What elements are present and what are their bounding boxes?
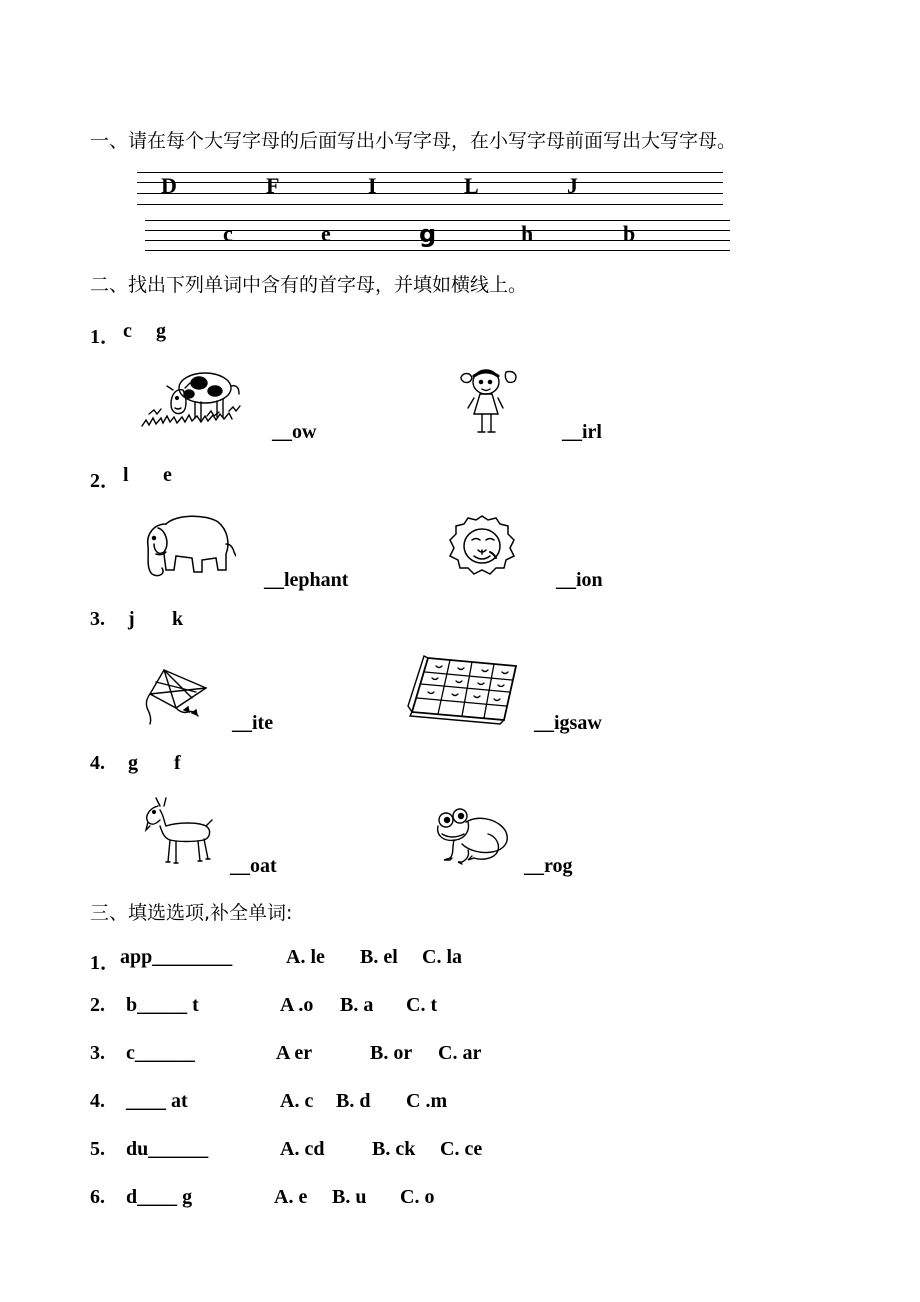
question-word: du______ <box>126 1138 209 1160</box>
question-number: 4. <box>90 1090 105 1112</box>
word-blank: __ite <box>232 712 274 734</box>
question-word: ____ at <box>126 1090 188 1112</box>
word-blank: __ow <box>272 421 317 443</box>
option-c: C. la <box>422 946 462 968</box>
lowercase-letter: h <box>521 221 534 246</box>
question-word: c______ <box>126 1042 195 1064</box>
group-1-header <box>90 320 166 349</box>
word-blank: __rog <box>524 855 573 877</box>
option-b: B. ck <box>372 1138 416 1160</box>
option-a: A. e <box>274 1186 308 1208</box>
section3-title: 三、填选选项,补全单词: <box>90 902 293 924</box>
cow-picture <box>137 366 247 434</box>
group-letter: k <box>172 608 184 630</box>
group-letter: j <box>128 608 135 630</box>
option-c: C .m <box>406 1090 448 1112</box>
group-number: 2． <box>90 470 120 492</box>
uppercase-letter: D <box>161 173 177 198</box>
word-blank: __igsaw <box>534 712 602 734</box>
word-blank: __oat <box>230 855 277 877</box>
option-a: A er <box>276 1042 313 1064</box>
group-letter: l <box>123 464 129 486</box>
option-b: B. a <box>340 994 374 1016</box>
option-a: A. le <box>286 946 325 968</box>
group-letter: c <box>123 320 132 342</box>
option-c: C. ar <box>438 1042 482 1064</box>
option-a: A .o <box>280 994 314 1016</box>
group-number: 4. <box>90 752 105 774</box>
question-number: 1． <box>90 952 120 974</box>
question-number: 5. <box>90 1138 105 1160</box>
lowercase-staff <box>145 220 730 252</box>
question-word: d____ g <box>126 1186 193 1208</box>
uppercase-letter: L <box>464 173 479 198</box>
goat-picture <box>138 796 218 868</box>
group-letter: f <box>174 752 181 774</box>
word-blank: __irl <box>562 421 602 443</box>
group-number: 1． <box>90 326 120 348</box>
section1-title: 一、请在每个大写字母的后面写出小写字母，在小写字母前面写出大写字母。 <box>90 130 737 152</box>
lowercase-letter: b <box>623 221 636 246</box>
word-blank: __lephant <box>264 569 349 591</box>
question-word: app________ <box>120 946 233 968</box>
question-word: b_____ t <box>126 994 199 1016</box>
group-4-header <box>90 752 181 775</box>
option-c: C. ce <box>440 1138 483 1160</box>
elephant-picture <box>136 510 236 580</box>
kite-picture <box>136 664 210 726</box>
frog-picture <box>432 806 512 866</box>
option-a: A. c <box>280 1090 314 1112</box>
question-number: 2. <box>90 994 105 1016</box>
option-a: A. cd <box>280 1138 325 1160</box>
word-blank: __ion <box>556 569 603 591</box>
lowercase-letter: c <box>223 221 233 246</box>
group-3-header <box>90 608 184 631</box>
question-number: 3. <box>90 1042 105 1064</box>
option-c: C. t <box>406 994 438 1016</box>
option-b: B. el <box>360 946 398 968</box>
option-b: B. or <box>370 1042 413 1064</box>
option-c: C. o <box>400 1186 435 1208</box>
option-b: B. u <box>332 1186 367 1208</box>
uppercase-letter: J <box>567 173 578 198</box>
group-letter: g <box>128 752 138 774</box>
group-letter: g <box>156 320 166 342</box>
group-number: 3. <box>90 608 105 630</box>
option-b: B. d <box>336 1090 371 1112</box>
group-letter: e <box>163 464 172 486</box>
lowercase-letter: e <box>321 221 331 246</box>
uppercase-letter: F <box>266 173 280 198</box>
section2-title: 二、找出下列单词中含有的首字母，并填如横线上。 <box>90 274 528 296</box>
question-number: 6. <box>90 1186 105 1208</box>
uppercase-letter: I <box>368 173 377 198</box>
lowercase-letter: g <box>419 220 437 248</box>
group-2-header <box>90 464 172 493</box>
jigsaw-picture <box>406 654 520 726</box>
uppercase-staff <box>137 172 723 206</box>
girl-picture <box>458 364 524 440</box>
lion-picture <box>446 512 518 578</box>
